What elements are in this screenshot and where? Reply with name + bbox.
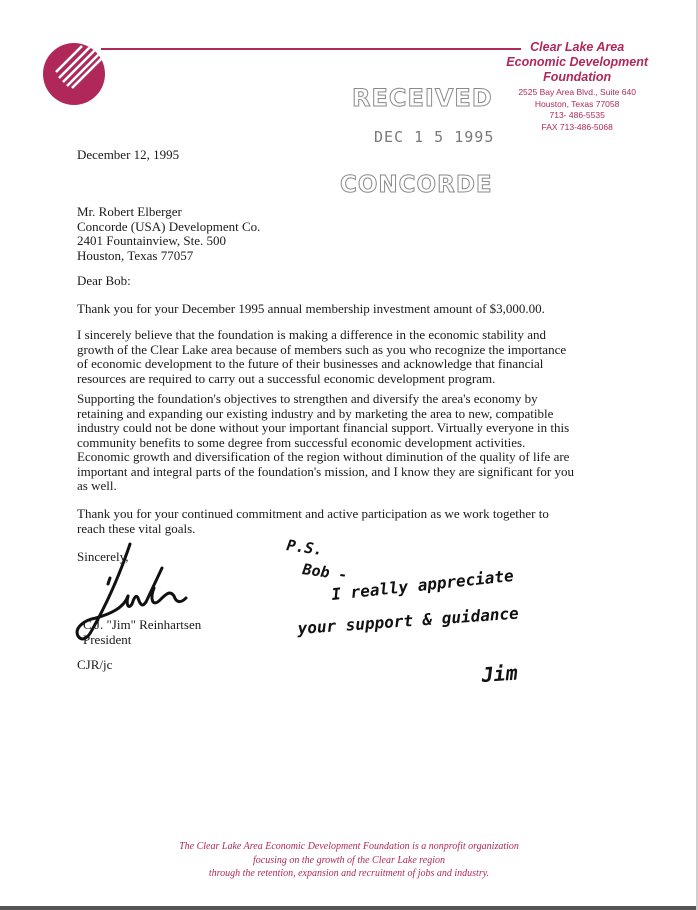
paragraph: Supporting the foundation's objectives to strengthen and diversify the area's economy by retaining and expanding our existing industry and by marketing the area to new, compatible industry could not be done without your important financial support. Virtually everyone in this community benefits to some degree from successful economic development activities. Economic growth and diversification of the region without diminution of the quality of life are important and integral parts of the foundation's mission, and I know they are significant for you as well. [77, 391, 574, 493]
salutation: Dear Bob: [77, 273, 131, 288]
org-name-line: Foundation [543, 70, 612, 84]
recipient-line: Concorde (USA) Development Co. [77, 218, 261, 234]
recipient-address [77, 205, 260, 263]
typist-initials: CJR/jc [77, 657, 113, 672]
ps-note-line: P.S. [285, 536, 324, 559]
org-address-line: Houston, Texas 77058 [534, 98, 620, 109]
ps-note-line: Jim [480, 660, 519, 687]
scan-edge-bottom [0, 906, 698, 910]
footer-line: The Clear Lake Area Economic Development Foundation is a nonprofit organization [179, 841, 519, 852]
org-address [506, 87, 648, 133]
received-stamp-company: CONCORDE [340, 172, 493, 198]
received-stamp-date: DEC 1 5 1995 [374, 128, 495, 146]
org-address-line: FAX 713-486-5068 [541, 121, 613, 132]
signer-name: C.J. "Jim" Reinhartsen [83, 617, 202, 632]
paragraph: Thank you for your continued commitment and active participation as we work together to reach these vital goals. [77, 506, 549, 536]
recipient-line: 2401 Fountainview, Ste. 500 [77, 233, 227, 248]
ps-note-line: your support & guidance [296, 603, 520, 638]
org-name-line: Economic Development [506, 55, 648, 69]
paragraph: Thank you for your December 1995 annual membership investment amount of $3,000.00. [77, 301, 545, 316]
recipient-line: Houston, Texas 77057 [77, 247, 194, 263]
foundation-logo-icon [42, 42, 106, 106]
signer-title: President [83, 631, 132, 647]
ps-note-line: I really appreciate [330, 565, 515, 604]
footer-line: focusing on the growth of the Clear Lake region [252, 854, 446, 866]
signature-icon [70, 538, 190, 648]
paragraph: I sincerely believe that the foundation is making a difference in the economic stability and growth of the Clear Lake area because of members such as you who recognize the importance of economic development to the future of their businesses and acknowledge that financial resources are required to carry out a successful economic development program. [77, 327, 567, 386]
org-address-line: 2525 Bay Area Blvd., Suite 640 [518, 87, 636, 97]
org-address-line: 713- 486-5535 [549, 110, 605, 120]
footer-line: through the retention, expansion and recruitment of jobs and industry. [208, 868, 490, 879]
org-name-line: Clear Lake Area [530, 40, 625, 54]
letter-date: December 12, 1995 [77, 147, 180, 162]
received-stamp: RECEIVED [352, 84, 493, 112]
handwritten-ps-note [282, 532, 622, 702]
closing: Sincerely, [77, 549, 129, 564]
ps-note-line: Bob - [301, 560, 349, 585]
recipient-line: Mr. Robert Elberger [77, 204, 182, 219]
footer-mission-statement [0, 840, 698, 881]
letterhead-rule [101, 48, 521, 50]
letterhead-org-block [506, 40, 648, 133]
